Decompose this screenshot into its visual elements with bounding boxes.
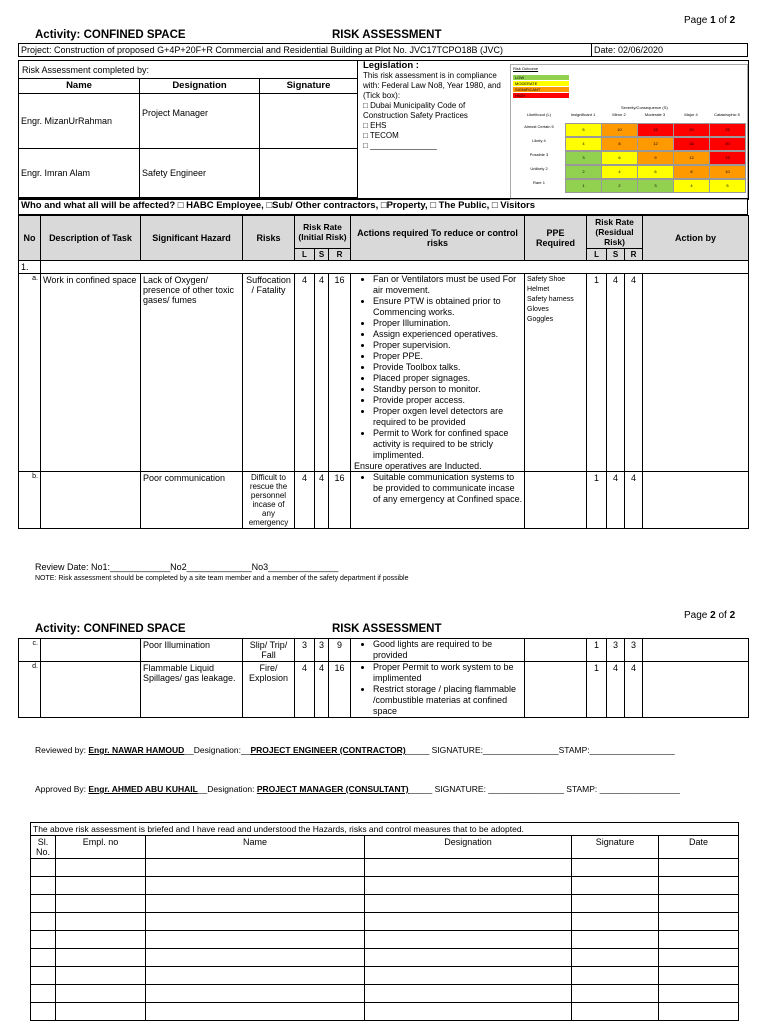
- reviewer-name: Engr. NAWAR HAMOUD: [88, 745, 185, 755]
- briefing-cell[interactable]: [659, 985, 739, 1003]
- action-item: • Proper oxgen level detectors are required to be provided: [373, 406, 524, 428]
- table-row: [19, 639, 749, 662]
- ppe: [525, 472, 587, 529]
- briefing-cell[interactable]: [146, 1003, 365, 1021]
- briefing-cell[interactable]: [31, 859, 56, 877]
- header-initial-risk: Risk Rate (Initial Risk): [295, 216, 351, 249]
- actions: [351, 639, 525, 662]
- briefing-col: Designation: [365, 836, 572, 859]
- header-action-by: Action by: [643, 216, 749, 261]
- likelihood-row: Rare 1: [532, 180, 545, 185]
- residual-r: 3: [625, 639, 643, 662]
- briefing-cell[interactable]: [31, 1003, 56, 1021]
- reviewed-by-line: Reviewed by: Engr. NAWAR HAMOUD__Designation:__PROJECT ENGINEER (CONTRACTOR)_____ SIGNATURE:________________STAMP:__________________: [35, 745, 675, 755]
- briefing-cell[interactable]: [572, 1003, 659, 1021]
- residual-r: 4: [625, 274, 643, 472]
- col-designation: Designation: [140, 79, 260, 94]
- briefing-col: Empl. no: [56, 836, 146, 859]
- briefing-cell[interactable]: [365, 859, 572, 877]
- briefing-row: [31, 877, 739, 895]
- briefing-cell[interactable]: [31, 895, 56, 913]
- likelihood-row: Almost Certain 5: [524, 124, 554, 129]
- briefing-cell[interactable]: [365, 913, 572, 931]
- col-signature: Signature: [260, 79, 358, 94]
- briefing-cell[interactable]: [146, 949, 365, 967]
- residual-r: 4: [625, 662, 643, 718]
- action-item: • Standby person to monitor.: [373, 384, 524, 395]
- briefing-row: [31, 859, 739, 877]
- action-item: • Fan or Ventilators must be used For air movement.: [373, 274, 524, 296]
- briefing-cell[interactable]: [572, 985, 659, 1003]
- legislation-item[interactable]: □ Dubai Municipality Code of Construction Safety Practices: [363, 101, 468, 120]
- briefing-cell[interactable]: [659, 895, 739, 913]
- ppe-item: Safety Shoe: [527, 276, 566, 283]
- severity-col: Moderate 3: [644, 112, 666, 117]
- residual-l: 1: [587, 662, 607, 718]
- briefing-cell[interactable]: [31, 967, 56, 985]
- briefing-col: Name: [146, 836, 365, 859]
- actions: [351, 274, 525, 472]
- risk-table: [18, 215, 749, 529]
- action-item: • Proper Permit to work system to be implimented: [373, 662, 524, 684]
- briefing-cell[interactable]: [146, 931, 365, 949]
- briefing-cell[interactable]: [365, 949, 572, 967]
- action-item: • Ensure PTW is obtained prior to Commencing works.: [373, 296, 524, 318]
- review-date: Review Date: No1:____________No2_____________No3______________: [35, 562, 339, 572]
- briefing-cell[interactable]: [56, 859, 146, 877]
- legislation-item[interactable]: □ EHS: [363, 121, 387, 130]
- residual-s: 3: [607, 639, 625, 662]
- briefing-cell[interactable]: [56, 913, 146, 931]
- briefing-statement: The above risk assessment is briefed and I have read and understood the Hazards, risks and control measures that to be adopted.: [31, 823, 739, 836]
- project-table: [18, 43, 748, 57]
- matrix-cell: 2: [565, 165, 602, 179]
- briefing-row: [31, 967, 739, 985]
- severity-col: Insignificant 1: [570, 112, 596, 117]
- header-r: R: [329, 249, 351, 261]
- action-item: • Good lights are required to be provided: [373, 639, 524, 661]
- table-row: [19, 274, 749, 472]
- project-name: Project: Construction of proposed G+4P+20F+R Commercial and Residential Building at Plot No. JVC17TCPO18B (JVC): [19, 44, 592, 57]
- initial-l: 4: [295, 274, 315, 472]
- hazard: Lack of Oxygen/ presence of other toxic gases/ fumes: [141, 274, 243, 472]
- header-task: Description of Task: [41, 216, 141, 261]
- briefing-cell[interactable]: [572, 877, 659, 895]
- legislation-title: Legislation :: [363, 60, 419, 71]
- risks: Slip/ Trip/ Fall: [243, 639, 295, 662]
- briefing-cell[interactable]: [56, 985, 146, 1003]
- briefing-cell[interactable]: [146, 913, 365, 931]
- risk-matrix: [510, 64, 748, 200]
- assessor-name: Engr. MizanUrRahman: [19, 94, 140, 149]
- action-item: • Proper PPE.: [373, 351, 524, 362]
- matrix-cell: 12: [637, 137, 674, 151]
- action-item: • Proper supervision.: [373, 340, 524, 351]
- actions-list: [351, 662, 524, 717]
- residual-s: 4: [607, 662, 625, 718]
- project-date: Date: 02/06/2020: [592, 44, 748, 57]
- initial-l: 4: [295, 472, 315, 529]
- approved-by-line: Approved By: Engr. AHMED ABU KUHAIL__Designation: PROJECT MANAGER (CONSULTANT)_____ SIGNATURE: ________________ STAMP: _________________: [35, 784, 681, 794]
- briefing-cell[interactable]: [659, 913, 739, 931]
- briefing-cell[interactable]: [572, 949, 659, 967]
- matrix-cell: 4: [601, 165, 638, 179]
- matrix-cell: 6: [601, 151, 638, 165]
- briefing-cell[interactable]: [146, 859, 365, 877]
- matrix-cell: 9: [637, 151, 674, 165]
- initial-l: 4: [295, 662, 315, 718]
- residual-s: 4: [607, 472, 625, 529]
- matrix-cell: 10: [601, 123, 638, 137]
- ppe-item: Helmet: [527, 286, 550, 293]
- briefing-cell[interactable]: [146, 985, 365, 1003]
- severity-col: Minor 2: [612, 112, 626, 117]
- completed-by-label: Risk Assessment completed by:: [22, 65, 150, 75]
- matrix-cell: 3: [637, 179, 674, 193]
- activity-title: Activity: CONFINED SPACE: [35, 623, 186, 635]
- briefing-cell[interactable]: [365, 931, 572, 949]
- likelihood-row: Possible 3: [529, 152, 549, 157]
- initial-s: 4: [315, 274, 329, 472]
- actions-tail: Ensure operatives are Inducted.: [354, 461, 482, 471]
- table-row: [19, 662, 749, 718]
- risks: Suffocation / Fatality: [243, 274, 295, 472]
- briefing-cell[interactable]: [572, 859, 659, 877]
- briefing-cell[interactable]: [31, 985, 56, 1003]
- header-rr: R: [625, 249, 643, 261]
- document-title: RISK ASSESSMENT: [332, 29, 442, 41]
- row-no: d.: [19, 662, 41, 718]
- briefing-cell[interactable]: [572, 895, 659, 913]
- residual-s: 4: [607, 274, 625, 472]
- likelihood-row: Unlikely 2: [530, 166, 548, 171]
- hazard: Poor Illumination: [141, 639, 243, 662]
- assessor-signature: [260, 149, 358, 198]
- briefing-cell[interactable]: [572, 913, 659, 931]
- briefing-cell[interactable]: [365, 895, 572, 913]
- action-item: • Provide Toolbox talks.: [373, 362, 524, 373]
- matrix-cell: 5: [709, 179, 746, 193]
- section-number: 1.: [19, 261, 41, 274]
- outcome-low: LOW: [513, 75, 569, 80]
- initial-s: 4: [315, 662, 329, 718]
- briefing-cell[interactable]: [56, 967, 146, 985]
- ppe: [525, 274, 587, 472]
- briefing-row: [31, 913, 739, 931]
- matrix-cell: 4: [565, 137, 602, 151]
- ppe-item: Goggles: [527, 316, 554, 323]
- legislation-item[interactable]: □ TECOM: [363, 131, 399, 140]
- approver-name: Engr. AHMED ABU KUHAIL: [88, 784, 198, 794]
- likelihood-row: Likely 4: [532, 138, 546, 143]
- matrix-cell: 1: [565, 179, 602, 193]
- assessor-name: Engr. Imran Alam: [19, 149, 140, 198]
- header-l: L: [295, 249, 315, 261]
- header-residual-risk: Risk Rate (Residual Risk): [587, 216, 643, 249]
- briefing-cell[interactable]: [659, 949, 739, 967]
- matrix-cell: 2: [601, 179, 638, 193]
- briefing-cell[interactable]: [56, 931, 146, 949]
- briefing-row: [31, 895, 739, 913]
- action-item: • Restrict storage / placing flammable /combustible materias at confined space: [373, 684, 524, 717]
- matrix-cell: 16: [673, 137, 710, 151]
- initial-s: 4: [315, 472, 329, 529]
- header-risks: Risks: [243, 216, 295, 261]
- briefing-row: [31, 931, 739, 949]
- action-item: • Provide proper access.: [373, 395, 524, 406]
- matrix-cell: 20: [673, 123, 710, 137]
- matrix-cell: 12: [673, 151, 710, 165]
- briefing-cell[interactable]: [365, 877, 572, 895]
- briefing-cell[interactable]: [146, 967, 365, 985]
- header-no: No: [19, 216, 41, 261]
- affected-table: [18, 198, 748, 215]
- briefing-cell[interactable]: [31, 931, 56, 949]
- reviewer-designation: PROJECT ENGINEER (CONTRACTOR): [250, 745, 406, 755]
- assessor-signature: [260, 94, 358, 149]
- initial-r: 16: [329, 472, 351, 529]
- matrix-cell: 25: [709, 123, 746, 137]
- briefing-cell[interactable]: [31, 913, 56, 931]
- actions: [351, 472, 525, 529]
- severity-title: Severity/Consequence (S): [621, 105, 668, 110]
- actions-list: [351, 639, 524, 661]
- actions-list: [351, 472, 524, 505]
- briefing-col: Date: [659, 836, 739, 859]
- action-item: • Suitable communication systems to be provided to communicate incase of any emergency at Confined space.: [373, 472, 524, 505]
- document-title: RISK ASSESSMENT: [332, 623, 442, 635]
- hazard: Poor communication: [141, 472, 243, 529]
- header-actions: Actions required To reduce or control risks: [351, 216, 525, 261]
- legislation-item[interactable]: □ _______________: [363, 141, 437, 150]
- severity-col: Major 4: [684, 112, 698, 117]
- briefing-cell[interactable]: [56, 949, 146, 967]
- initial-r: 9: [329, 639, 351, 662]
- actions: [351, 662, 525, 718]
- legislation-text: This risk assessment is in compliance with: Federal Law No8, Year 1980, and (Tick box):: [363, 71, 501, 100]
- briefing-cell[interactable]: [31, 949, 56, 967]
- briefing-cell[interactable]: [31, 877, 56, 895]
- affected-parties: Who and what all will be affected? □ HABC Employee, □Sub/ Other contractors, □Property, □ The Public, □ Visitors: [19, 199, 748, 215]
- risks: Difficult to rescue the personnel incase of any emergency: [243, 472, 295, 529]
- task: [41, 472, 141, 529]
- col-name: Name: [19, 79, 140, 94]
- assessor-designation: Project Manager: [140, 94, 260, 149]
- initial-l: 3: [295, 639, 315, 662]
- severity-col: Catastrophic 5: [714, 112, 740, 117]
- briefing-row: [31, 1003, 739, 1021]
- actions-list: [351, 274, 524, 461]
- residual-l: 1: [587, 639, 607, 662]
- briefing-cell[interactable]: [365, 967, 572, 985]
- row-no: c.: [19, 639, 41, 662]
- briefing-cell[interactable]: [56, 1003, 146, 1021]
- briefing-cell[interactable]: [659, 1003, 739, 1021]
- likelihood-title: Likelihood (L): [526, 112, 551, 117]
- matrix-cell: 20: [709, 137, 746, 151]
- header-rs: S: [607, 249, 625, 261]
- row-no: a.: [19, 274, 41, 472]
- outcome-moderate: MODERATE: [513, 81, 569, 86]
- briefing-cell[interactable]: [56, 895, 146, 913]
- activity-title: Activity: CONFINED SPACE: [35, 29, 186, 41]
- matrix-cell: 8: [601, 137, 638, 151]
- initial-s: 3: [315, 639, 329, 662]
- action-item: • Proper Illumination.: [373, 318, 524, 329]
- header-hazard: Significant Hazard: [141, 216, 243, 261]
- initial-r: 16: [329, 662, 351, 718]
- briefing-header: [31, 836, 739, 859]
- row-no: b.: [19, 472, 41, 529]
- action-item: • Assign experienced operatives.: [373, 329, 524, 340]
- action-by: [643, 274, 749, 472]
- residual-l: 1: [587, 274, 607, 472]
- matrix-cell: 10: [709, 165, 746, 179]
- briefing-table: [30, 822, 739, 1021]
- hazard: Flammable Liquid Spillages/ gas leakage.: [141, 662, 243, 718]
- residual-r: 4: [625, 472, 643, 529]
- header-s: S: [315, 249, 329, 261]
- briefing-row: [31, 985, 739, 1003]
- assessor-table: [18, 78, 358, 198]
- action-item: • Permit to Work for confined space activity is required to be stricly implimented.: [373, 428, 524, 461]
- risk-table-continued: [18, 638, 749, 718]
- table-row: [19, 472, 749, 529]
- briefing-cell[interactable]: [56, 877, 146, 895]
- action-by: [643, 472, 749, 529]
- briefing-rows: [31, 859, 739, 1021]
- header-ppe: PPE Required: [525, 216, 587, 261]
- initial-r: 16: [329, 274, 351, 472]
- briefing-cell[interactable]: [365, 985, 572, 1003]
- matrix-cell: 3: [565, 151, 602, 165]
- briefing-cell[interactable]: [365, 1003, 572, 1021]
- ppe-item: Safety harness: [527, 296, 574, 303]
- ppe-item: Gloves: [527, 306, 549, 313]
- briefing-cell[interactable]: [146, 877, 365, 895]
- briefing-cell[interactable]: [146, 895, 365, 913]
- legislation: [363, 61, 505, 151]
- matrix-cell: 8: [673, 165, 710, 179]
- matrix-cell: 6: [637, 165, 674, 179]
- matrix-cell: 15: [709, 151, 746, 165]
- matrix-cell: 15: [637, 123, 674, 137]
- approver-designation: PROJECT MANAGER (CONSULTANT): [256, 784, 409, 794]
- briefing-cell[interactable]: [659, 877, 739, 895]
- briefing-row: [31, 949, 739, 967]
- briefing-cell[interactable]: [572, 967, 659, 985]
- outcome-high: HIGH: [513, 93, 569, 98]
- note: NOTE: Risk assessment should be completed by a site team member and a member of the safety department if possible: [35, 575, 409, 582]
- briefing-cell[interactable]: [572, 931, 659, 949]
- action-item: • Placed proper signages.: [373, 373, 524, 384]
- briefing-col: Signature: [572, 836, 659, 859]
- briefing-col: Sl. No.: [31, 836, 56, 859]
- briefing-cell[interactable]: [659, 931, 739, 949]
- matrix-cell: 4: [673, 179, 710, 193]
- header-rl: L: [587, 249, 607, 261]
- task: Work in confined space: [41, 274, 141, 472]
- risks: Fire/ Explosion: [243, 662, 295, 718]
- outcome-significant: SIGNIFICANT: [513, 87, 569, 92]
- outcome-title: Risk Outcome: [513, 66, 539, 71]
- assessor-designation: Safety Engineer: [140, 149, 260, 198]
- briefing-cell[interactable]: [659, 859, 739, 877]
- briefing-cell[interactable]: [659, 967, 739, 985]
- page-number: Page 2 of 2: [684, 610, 736, 621]
- matrix-cell: 5: [565, 123, 602, 137]
- residual-l: 1: [587, 472, 607, 529]
- page-number: Page 1 of 2: [684, 15, 736, 26]
